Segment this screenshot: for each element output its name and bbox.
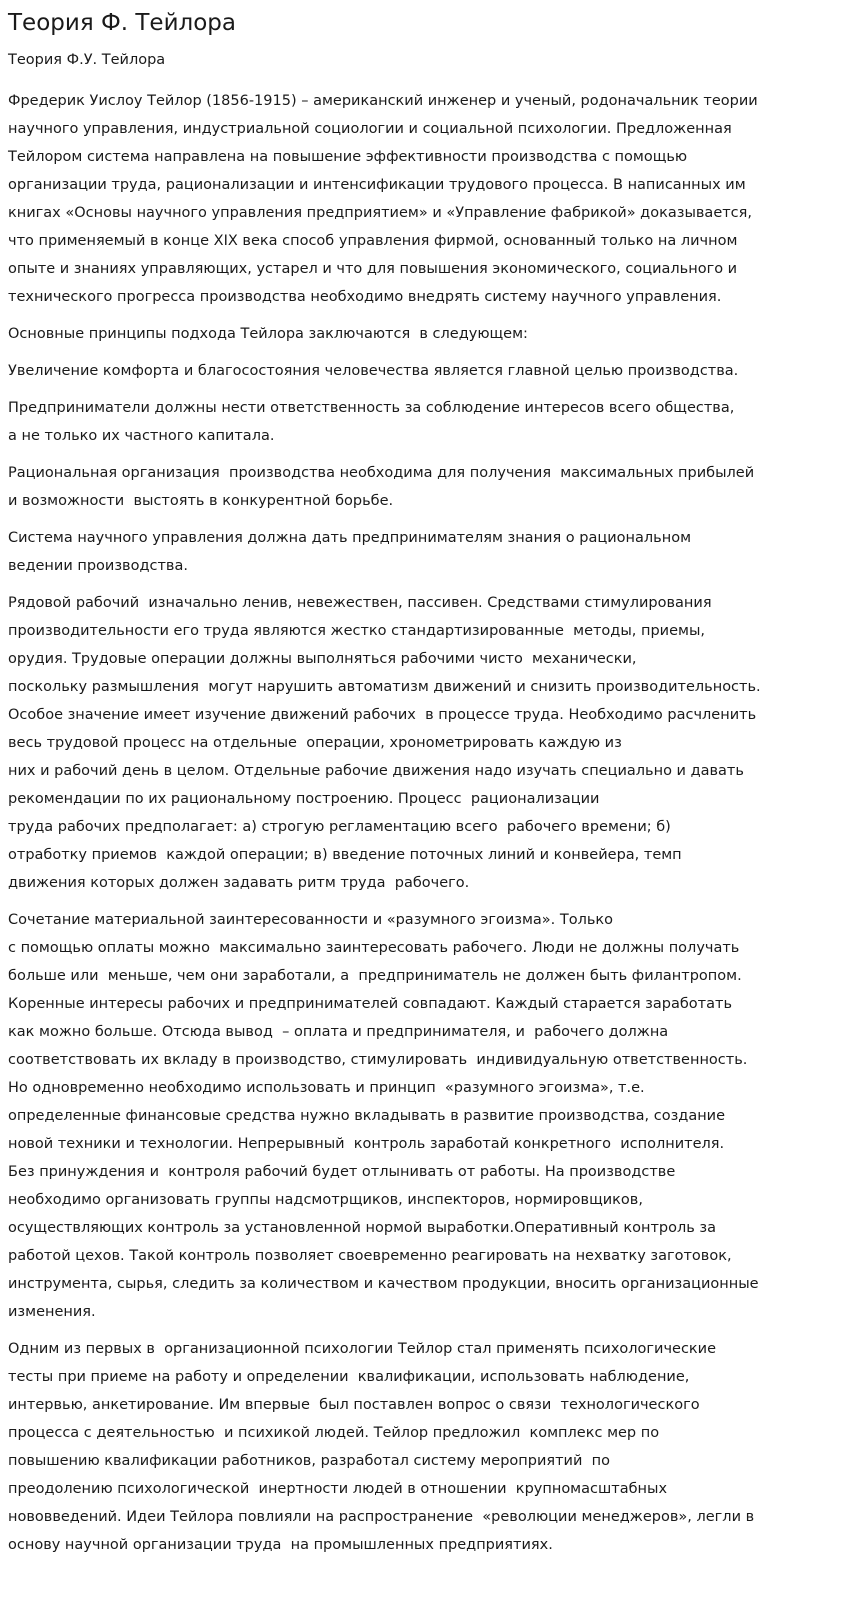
paragraph-line: преодолению психологической инертности людей в отношении крупномасштабных <box>8 1481 668 1497</box>
paragraph-line: рекомендации по их рациональному построению. Процесс рационализации <box>8 791 600 807</box>
paragraph-line: инструмента, сырья, следить за количеством и качеством продукции, вносить организационные <box>8 1276 759 1292</box>
paragraph-line: новой техники и технологии. Непрерывный контроль заработай конкретного исполнителя. <box>8 1136 725 1152</box>
paragraph <box>8 524 839 580</box>
page-title: Теория Ф. Тейлора <box>8 10 237 36</box>
paragraph-line: весь трудовой процесс на отдельные операции, хронометрировать каждую из <box>8 735 622 751</box>
paragraph <box>8 320 839 348</box>
paragraph-line: поскольку размышления могут нарушить автоматизм движений и снизить производительность. <box>8 679 761 695</box>
paragraph <box>8 1335 839 1559</box>
paragraph-line: Одним из первых в организационной психологии Тейлор стал применять психологические <box>8 1341 717 1357</box>
paragraph-line: организации труда, рационализации и интенсификации трудового процесса. В написанных им <box>8 177 746 193</box>
paragraph-line: Основные принципы подхода Тейлора заключаются в следующем: <box>8 326 528 342</box>
paragraph <box>8 394 839 450</box>
paragraph <box>8 589 839 897</box>
paragraph-line: опыте и знаниях управляющих, устарел и что для повышения экономического, социального и <box>8 261 738 277</box>
paragraph-line: отработку приемов каждой операции; в) введение поточных линий и конвейера, темп <box>8 847 682 863</box>
paragraph-line: Коренные интересы рабочих и предпринимателей совпадают. Каждый старается заработать <box>8 996 733 1012</box>
paragraph-line: интервью, анкетирование. Им впервые был поставлен вопрос о связи технологического <box>8 1397 700 1413</box>
paragraph-line: труда рабочих предполагает: а) строгую регламентацию всего рабочего времени; б) <box>8 819 671 835</box>
paragraph-line: соответствовать их вкладу в производство, стимулировать индивидуальную ответственность. <box>8 1052 748 1068</box>
paragraph-line: осуществляющих контроль за установленной нормой выработки.Оперативный контроль за <box>8 1220 716 1236</box>
paragraph-line: необходимо организовать группы надсмотрщиков, инспекторов, нормировщиков, <box>8 1192 643 1208</box>
paragraph-line: книгах «Основы научного управления предприятием» и «Управление фабрикой» доказывается, <box>8 205 752 221</box>
paragraph-line: Сочетание материальной заинтересованности и «разумного эгоизма». Только <box>8 912 614 928</box>
paragraph-line: Особое значение имеет изучение движений рабочих в процессе труда. Необходимо расчленить <box>8 707 757 723</box>
paragraph-line: них и рабочий день в целом. Отдельные рабочие движения надо изучать специально и давать <box>8 763 744 779</box>
paragraph <box>8 357 839 385</box>
paragraph <box>8 459 839 515</box>
paragraph-line: больше или меньше, чем они заработали, а предприниматель не должен быть филантропом. <box>8 968 742 984</box>
paragraph-line: Но одновременно необходимо использовать и принцип «разумного эгоизма», т.е. <box>8 1080 645 1096</box>
paragraph-line: Без принуждения и контроля рабочий будет отлынивать от работы. На производстве <box>8 1164 676 1180</box>
paragraph <box>8 87 839 311</box>
paragraph-line: процесса с деятельностью и психикой людей. Тейлор предложил комплекс мер по <box>8 1425 660 1441</box>
paragraph-line: Система научного управления должна дать предпринимателям знания о рациональном <box>8 530 692 546</box>
paragraph-line: и возможности выстоять в конкурентной борьбе. <box>8 493 394 509</box>
paragraph-line: изменения. <box>8 1304 96 1320</box>
paragraph-line: основу научной организации труда на промышленных предприятиях. <box>8 1537 553 1553</box>
paragraph-line: технического прогресса производства необходимо внедрять систему научного управления. <box>8 289 722 305</box>
paragraph-line: Тейлором система направлена на повышение эффективности производства с помощью <box>8 149 688 165</box>
paragraph-line: определенные финансовые средства нужно вкладывать в развитие производства, создание <box>8 1108 726 1124</box>
paragraph-line: Рациональная организация производства необходима для получения максимальных прибылей <box>8 465 755 481</box>
paragraph-line: Предприниматели должны нести ответственность за соблюдение интересов всего общества, <box>8 400 735 416</box>
paragraph-line: научного управления, индустриальной социологии и социальной психологии. Предложенная <box>8 121 732 137</box>
paragraph-line: Фредерик Уислоу Тейлор (1856-1915) – американский инженер и ученый, родоначальник теории <box>8 93 758 109</box>
page-subtitle: Теория Ф.У. Тейлора <box>8 52 166 68</box>
paragraph-line: с помощью оплаты можно максимально заинтересовать рабочего. Люди не должны получать <box>8 940 740 956</box>
paragraph-line: Рядовой рабочий изначально ленив, невежествен, пассивен. Средствами стимулирования <box>8 595 712 611</box>
paragraph-line: а не только их частного капитала. <box>8 428 275 444</box>
paragraph <box>8 906 839 1326</box>
article-body <box>8 87 839 1559</box>
paragraph-line: что применяемый в конце XIX века способ управления фирмой, основанный только на личном <box>8 233 738 249</box>
paragraph-line: движения которых должен задавать ритм труда рабочего. <box>8 875 470 891</box>
paragraph-line: производительности его труда являются жестко стандартизированные методы, приемы, <box>8 623 706 639</box>
paragraph-line: орудия. Трудовые операции должны выполняться рабочими чисто механически, <box>8 651 637 667</box>
paragraph-line: Увеличение комфорта и благосостояния человечества является главной целью производства. <box>8 363 739 379</box>
paragraph-line: как можно больше. Отсюда вывод – оплата и предпринимателя, и рабочего должна <box>8 1024 669 1040</box>
paragraph-line: ведении производства. <box>8 558 188 574</box>
paragraph-line: работой цехов. Такой контроль позволяет своевременно реагировать на нехватку заготовок, <box>8 1248 732 1264</box>
paragraph-line: нововведений. Идеи Тейлора повлияли на распространение «революции менеджеров», легли в <box>8 1509 755 1525</box>
paragraph-line: повышению квалификации работников, разработал систему мероприятий по <box>8 1453 610 1469</box>
paragraph-line: тесты при приеме на работу и определении квалификации, использовать наблюдение, <box>8 1369 690 1385</box>
